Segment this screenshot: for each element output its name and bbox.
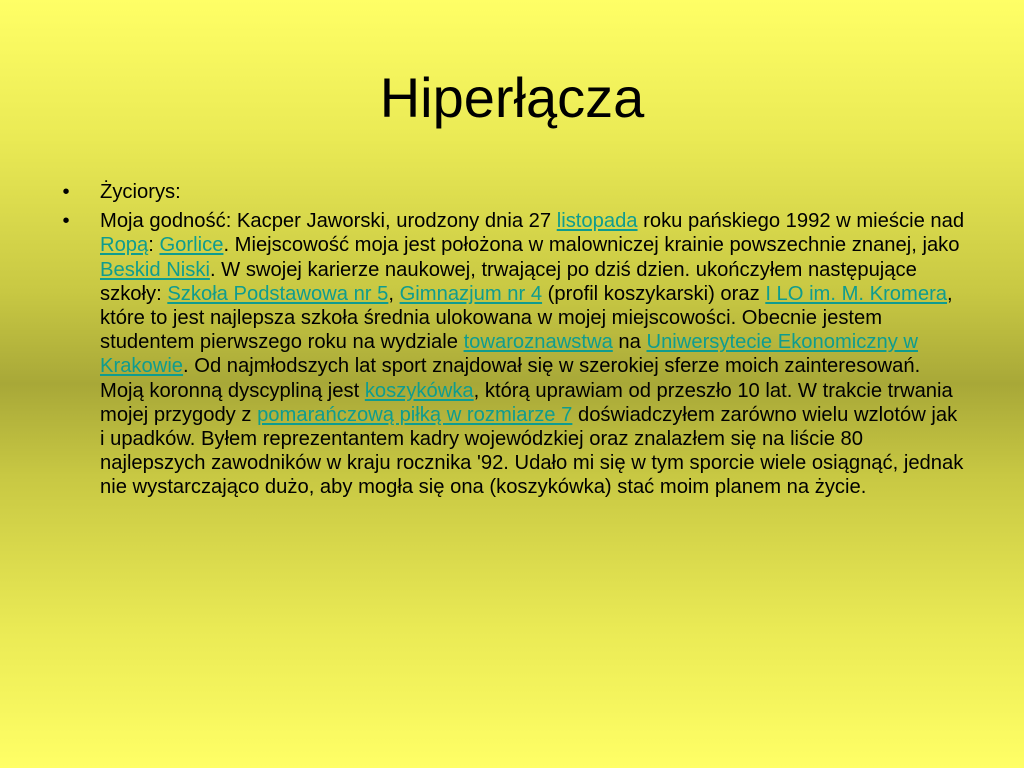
hyperlink[interactable]: koszykówka [364, 379, 474, 402]
hyperlink[interactable]: Beskid Niski [100, 258, 210, 281]
hyperlink[interactable]: Gorlice [159, 234, 224, 257]
text-segment: , którą uprawiam od przeszło 10 lat. W trakcie trwania mojej przygody z [100, 379, 953, 426]
text-segment: , [388, 282, 400, 305]
text-segment: doświadczyłem zarówno wielu wzlotów jak i upadków. Byłem reprezentantem kadry wojewódzkiej oraz znalazłem się na liście 80 najlepszych zawodników w kraju rocznika '92. Udało mi się w tym sporcie wiele osiągnąć, jednak nie wystarczająco dużo, aby mogła się ona (koszykówka) stać moim planem na życie. [100, 403, 964, 499]
bullet-marker: • [62, 210, 70, 233]
hyperlink[interactable]: Szkoła Podstawowa nr 5 [167, 282, 389, 305]
text-segment: . W swojej karierze naukowej, trwającej po dziś dzien. ukończyłem następujące szkoły: [100, 258, 917, 305]
hyperlink[interactable]: Uniwersytecie Ekonomiczny w Krakowie [100, 331, 918, 378]
hyperlink[interactable]: listopada [556, 210, 638, 233]
text-segment: (profil koszykarski) oraz [542, 282, 766, 305]
text-segment: Moja godność: Kacper Jaworski, urodzony dnia 27 [100, 210, 557, 233]
hyperlink[interactable]: I LO im. M. Kromera [765, 282, 948, 305]
text-segment: roku pańskiego 1992 w mieście nad [637, 210, 965, 233]
hyperlink[interactable]: pomarańczową piłką w rozmiarze 7 [257, 403, 573, 426]
text-segment: . Od najmłodszych lat sport znajdował się w szerokiej sferze moich zainteresowań. Moją koronną dyscypliną jest [100, 355, 921, 402]
hyperlink[interactable]: Gimnazjum nr 4 [399, 282, 543, 305]
bullet-item-biography [56, 209, 966, 499]
slide-title: Hiperłącza [379, 66, 645, 129]
text-segment: . Miejscowość moja jest położona w malowniczej krainie powszechnie znanej, jako [223, 234, 960, 257]
bullet-marker: • [62, 181, 70, 203]
hyperlink[interactable]: towaroznawstwa [463, 331, 613, 354]
biography-text [100, 210, 964, 498]
hyperlink[interactable]: Ropą [100, 234, 149, 257]
bullet-text: Życiorys: [100, 181, 181, 203]
text-segment: , które to jest najlepsza szkoła średnia ulokowana w mojej miejscowości. Obecnie jestem studentem pierwszego roku na wydziale [100, 282, 953, 354]
text-segment: : [148, 234, 160, 257]
text-segment: na [612, 331, 647, 354]
bullet-item-cv-heading [56, 180, 966, 204]
bullet-list [56, 180, 966, 505]
